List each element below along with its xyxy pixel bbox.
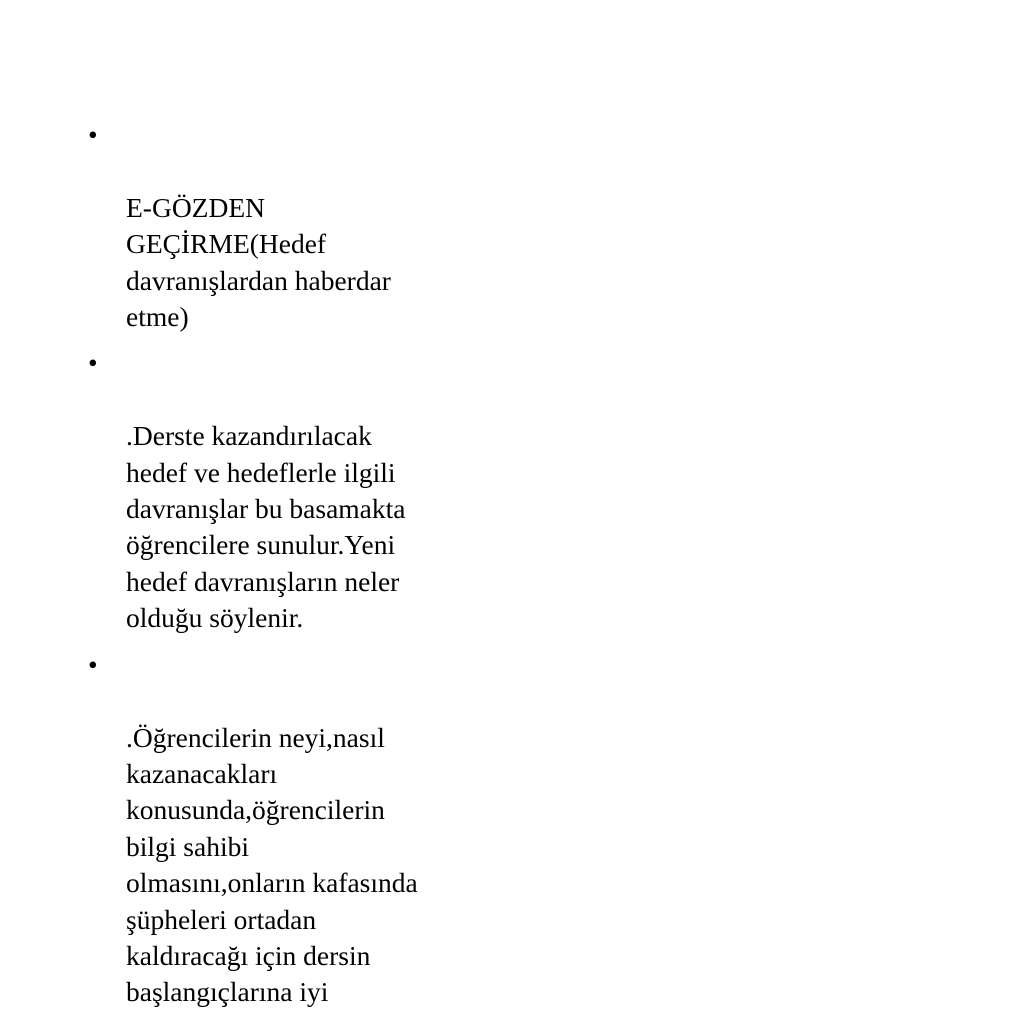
bullet-text: E-GÖZDEN GEÇİRME(Hedef davranışlardan haberdar etme) [126, 191, 391, 333]
bullet-item-course-goals [88, 345, 488, 636]
bullet-item-student-awareness [88, 647, 488, 1011]
bullet-item-goal-review [88, 117, 488, 335]
bullet-marker-icon: • [88, 347, 98, 379]
bullet-text: .Öğrencilerin neyi,nasıl kazanacakları konusunda,öğrencilerin bilgi sahibi olmasını,onların kafasında şüpheleri ortadan kaldıracağı için dersin başlangıçlarına iyi [126, 721, 418, 1008]
bullet-marker-icon: • [88, 119, 98, 150]
bullet-text: .Derste kazandırılacak hedef ve hedeflerle ilgili davranışlar bu basamakta öğrencilere sunulur.Yeni hedef davranışların neler olduğu söylenir. [126, 420, 406, 634]
bullet-list [88, 117, 488, 1021]
bullet-marker-icon: • [88, 648, 98, 680]
